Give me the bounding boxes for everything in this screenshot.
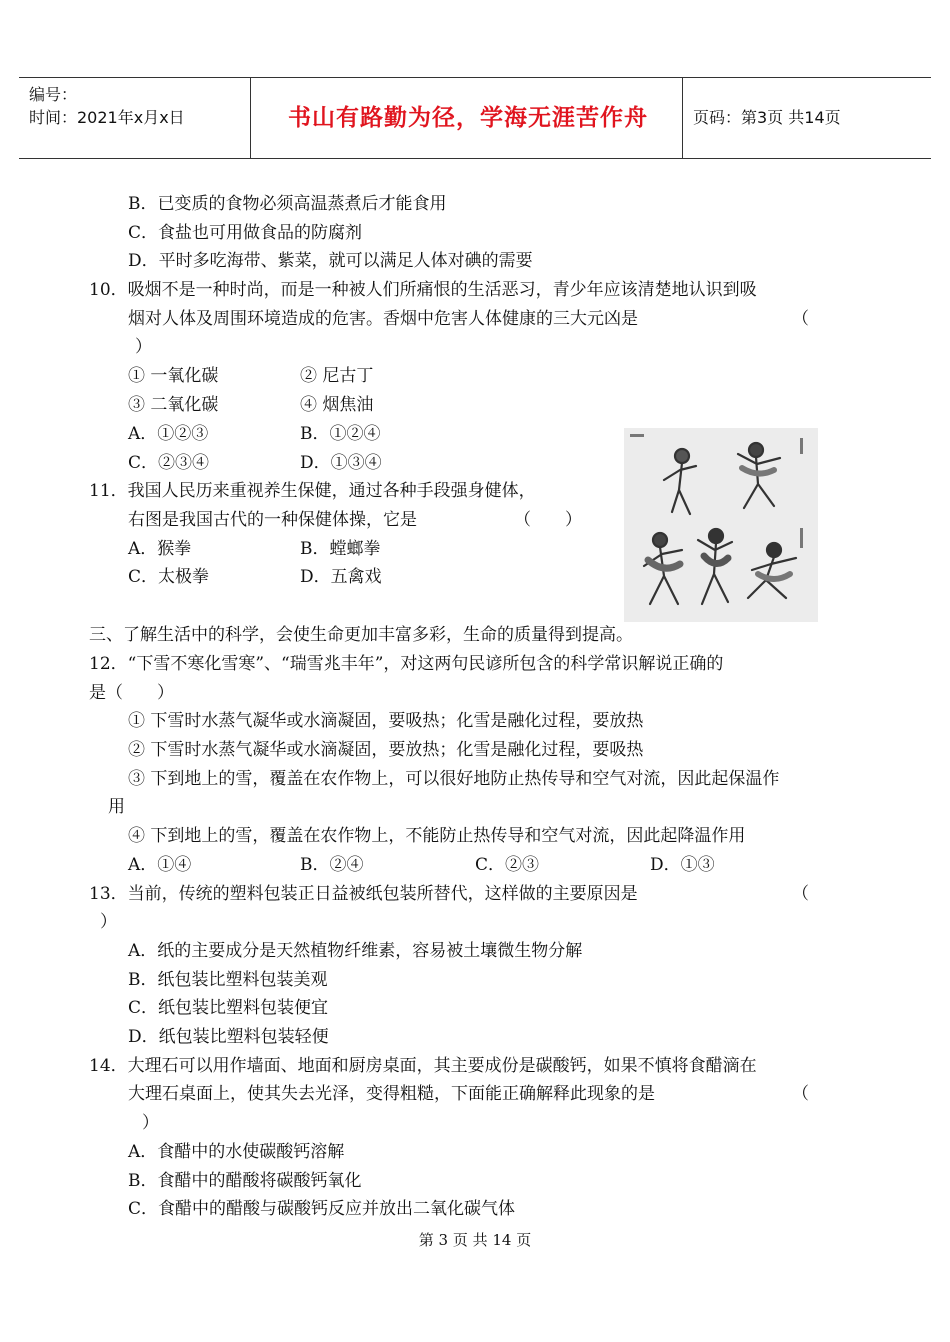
q12-item-3: ③ 下到地上的雪，覆盖在农作物上，可以很好地防止热传导和空气对流，因此起保温作	[128, 769, 780, 789]
q13-option-b: B．纸包装比塑料包装美观	[128, 970, 328, 990]
q12-item-4: ④ 下到地上的雪，覆盖在农作物上，不能防止热传导和空气对流，因此起降温作用	[128, 826, 746, 846]
q10-item-3: ③ 二氧化碳	[128, 395, 219, 415]
header-divider	[250, 78, 251, 158]
q12-option-a: A．①④	[128, 855, 192, 875]
q12-item-3-cont: 用	[108, 797, 125, 817]
section-three-heading: 三、了解生活中的科学，会使生命更加丰富多彩，生命的质量得到提高。	[89, 625, 633, 645]
q12-stem-line2: 是（ ）	[89, 683, 174, 703]
q14-option-b: B．食醋中的醋酸将碳酸钙氧化	[128, 1171, 362, 1191]
q12-stem-line1: 12．“下雪不寒化雪寒”、“瑞雪兆丰年”，对这两句民谚所包含的科学常识解说正确的	[89, 654, 724, 674]
q13-paren-open: （	[792, 884, 809, 904]
q10-item-4: ④ 烟焦油	[300, 395, 374, 415]
q14-stem-line2: 大理石桌面上，使其失去光泽，变得粗糙，下面能正确解释此现象的是	[128, 1084, 655, 1104]
q10-item-1: ① 一氧化碳	[128, 366, 219, 386]
q12-option-b: B．②④	[300, 855, 364, 875]
q11-option-a: A．猴拳	[128, 539, 192, 559]
header-divider	[682, 78, 683, 158]
q10-stem-line1: 10．吸烟不是一种时尚，而是一种被人们所痛恨的生活恶习，青少年应该清楚地认识到吸	[89, 280, 757, 300]
q10-option-d: D．①③④	[300, 453, 382, 473]
q14-option-c: C．食醋中的醋酸与碳酸钙反应并放出二氧化碳气体	[128, 1199, 516, 1219]
q10-item-2: ② 尼古丁	[300, 366, 374, 386]
q12-option-d: D．①③	[650, 855, 715, 875]
q11-option-d: D．五禽戏	[300, 567, 382, 587]
q10-paren-close: ）	[135, 337, 152, 357]
q10-stem-line2: 烟对人体及周围环境造成的危害。香烟中危害人体健康的三大元凶是	[128, 309, 638, 329]
q12-item-1: ① 下雪时水蒸气凝华或水滴凝固，要吸热；化雪是融化过程，要放热	[128, 711, 644, 731]
q11-option-c: C．太极拳	[128, 567, 210, 587]
number-label: 编号：	[29, 85, 78, 104]
header-meta	[29, 83, 185, 129]
q14-stem-line1: 14．大理石可以用作墙面、地面和厨房桌面，其主要成份是碳酸钙，如果不慎将食醋滴在	[89, 1056, 757, 1076]
q10-option-c: C．②③④	[128, 453, 210, 473]
q12-item-2: ② 下雪时水蒸气凝华或水滴凝固，要放热；化雪是融化过程，要吸热	[128, 740, 644, 760]
q11-option-b: B．螳螂拳	[300, 539, 381, 559]
q12-option-c: C．②③	[475, 855, 540, 875]
q13-option-d: D．纸包装比塑料包装轻便	[128, 1027, 329, 1047]
q13-option-c: C．纸包装比塑料包装便宜	[128, 998, 329, 1018]
header-motto: 书山有路勤为径，学海无涯苦作舟	[288, 105, 648, 131]
q14-paren-close: ）	[142, 1113, 159, 1133]
page-header	[19, 77, 931, 159]
q10-option-a: A．①②③	[128, 424, 209, 444]
q9-option-c: C．食盐也可用做食品的防腐剂	[128, 223, 363, 243]
q13-stem: 13．当前，传统的塑料包装正日益被纸包装所替代，这样做的主要原因是	[89, 884, 638, 904]
q11-stem-line1: 11．我国人民历来重视养生保健，通过各种手段强身健体，	[89, 481, 536, 501]
q9-option-d: D．平时多吃海带、紫菜，就可以满足人体对碘的需要	[128, 251, 533, 271]
header-page-label: 页码：第3页 共14页	[693, 108, 841, 127]
time-label: 时间：2021年x月x日	[29, 108, 185, 127]
q11-stem-line2: 右图是我国古代的一种保健体操，它是	[128, 510, 417, 530]
q13-option-a: A．纸的主要成分是天然植物纤维素，容易被土壤微生物分解	[128, 941, 583, 961]
q10-option-b: B．①②④	[300, 424, 381, 444]
ancient-exercise-figures-illustration	[624, 428, 818, 622]
q13-paren-close: ）	[100, 912, 117, 932]
q10-paren-open: （	[792, 309, 809, 329]
wuqinxi-exercise-image	[624, 428, 818, 622]
q9-option-b: B．已变质的食物必须高温蒸煮后才能食用	[128, 194, 447, 214]
q14-paren-open: （	[792, 1084, 809, 1104]
page-footer: 第 3 页 共 14 页	[418, 1231, 532, 1249]
q11-paren: （ ）	[514, 510, 582, 530]
q14-option-a: A．食醋中的水使碳酸钙溶解	[128, 1142, 345, 1162]
